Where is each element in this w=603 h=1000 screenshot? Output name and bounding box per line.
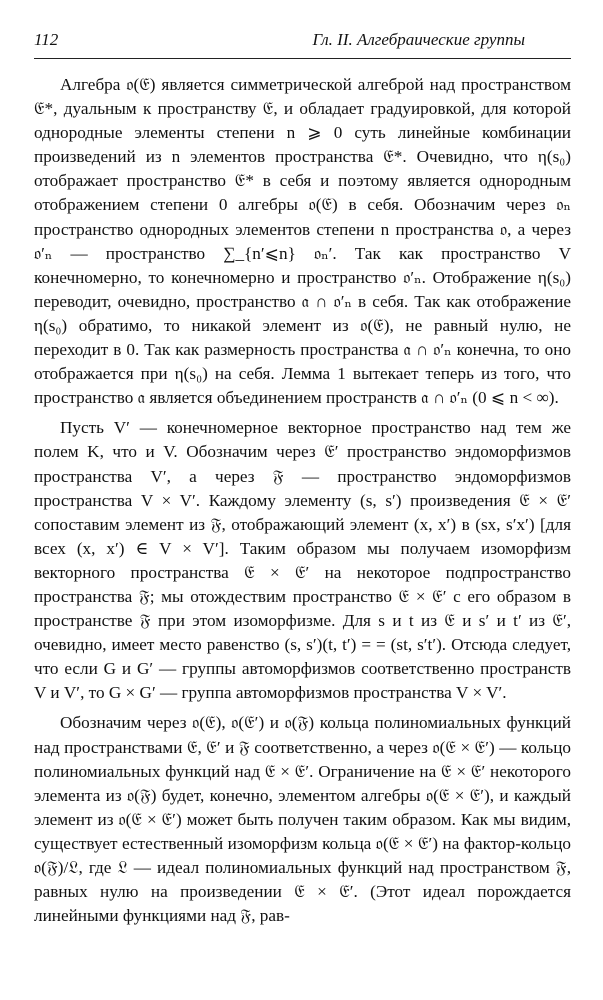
paragraph-lemma-proof: Алгебра 𝔬(𝔈) является симметрической алгеброй над пространством 𝔈*, дуальным к пространству 𝔈, и обладает градуировкой, для которой однородные элементы степени n ⩾ 0 суть линейные комбинации произведений из n элементов пространства 𝔈*. Очевидно, что η(s₀) отображает пространство 𝔈* в себя и поэтому является однородным отображением степени 0 алгебры 𝔬(𝔈) в себя. Обозначим через 𝔬ₙ пространство однородных элементов степени n пространства 𝔬, а через 𝔬′ₙ — пространство ∑_{n′⩽n} 𝔬ₙ′. Так как пространство V конечномерно, то конечномерно и пространство 𝔬′ₙ. Отображение η(s₀) переводит, очевидно, пространство 𝔞 ∩ 𝔬′ₙ в себя. Так как отображение η(s₀) обратимо, то никакой элемент из 𝔬(𝔈), не равный нулю, не переходит в 0. Так как размерность пространства 𝔞 ∩ 𝔬′ₙ конечна, то оно отображается при η(s₀) на себя. Лемма 1 вытекает теперь из того, что пространство 𝔞 является объединением пространств 𝔞 ∩ 𝔬′ₙ (0 ⩽ n < ∞). xyxy=(34,75,571,408)
header-rule xyxy=(34,58,571,59)
page-header xyxy=(34,30,571,56)
paragraph-product-space: Пусть V′ — конечномерное векторное пространство над тем же полем K, что и V. Обозначим через 𝔈′ пространство эндоморфизмов пространства V′, а через 𝔉 — пространство эндоморфизмов пространства V × V′. Каждому элементу (s, s′) произведения 𝔈 × 𝔈′ сопоставим элемент из 𝔉, отображающий элемент (x, x′) в (sx, s′x′) [для всех (x, x′) ∈ V × V′]. Таким образом мы получаем изоморфизм векторного пространства 𝔈 × 𝔈′ на некоторое подпространство пространства 𝔉; мы отождествим пространство 𝔈 × 𝔈′ с его образом в пространстве 𝔉 при этом изоморфизме. Для s и t из 𝔈 и s′ и t′ из 𝔈′, очевидно, имеет место равенство (s, s′)(t, t′) = = (st, s′t′). Отсюда следует, что если G и G′ — группы автоморфизмов соответственно пространств V и V′, то G × G′ — группа автоморфизмов пространства V × V′. xyxy=(34,418,571,703)
running-title: Гл. II. Алгебраические группы xyxy=(312,30,525,49)
paragraph-polynomial-rings: Обозначим через 𝔬(𝔈), 𝔬(𝔈′) и 𝔬(𝔉) кольца полиномиальных функций над пространствами 𝔈, 𝔈′ и 𝔉 соответственно, а через 𝔬(𝔈 × 𝔈′) — кольцо полиномиальных функций над 𝔈 × 𝔈′. Ограничение на 𝔈 × 𝔈′ некоторого элемента из 𝔬(𝔉) будет, конечно, элементом алгебры 𝔬(𝔈 × 𝔈′), и каждый элемент из 𝔬(𝔈 × 𝔈′) может быть получен таким образом. Как мы видим, существует естественный изоморфизм кольца 𝔬(𝔈 × 𝔈′) на фактор-кольцо 𝔬(𝔉)/𝔏, где 𝔏 — идеал полиномиальных функций над пространством 𝔉, равных нулю на произведении 𝔈 × 𝔈′. (Этот идеал порождается линейными функциями над 𝔉, рав- xyxy=(34,713,571,926)
page-number: 112 xyxy=(34,30,59,49)
